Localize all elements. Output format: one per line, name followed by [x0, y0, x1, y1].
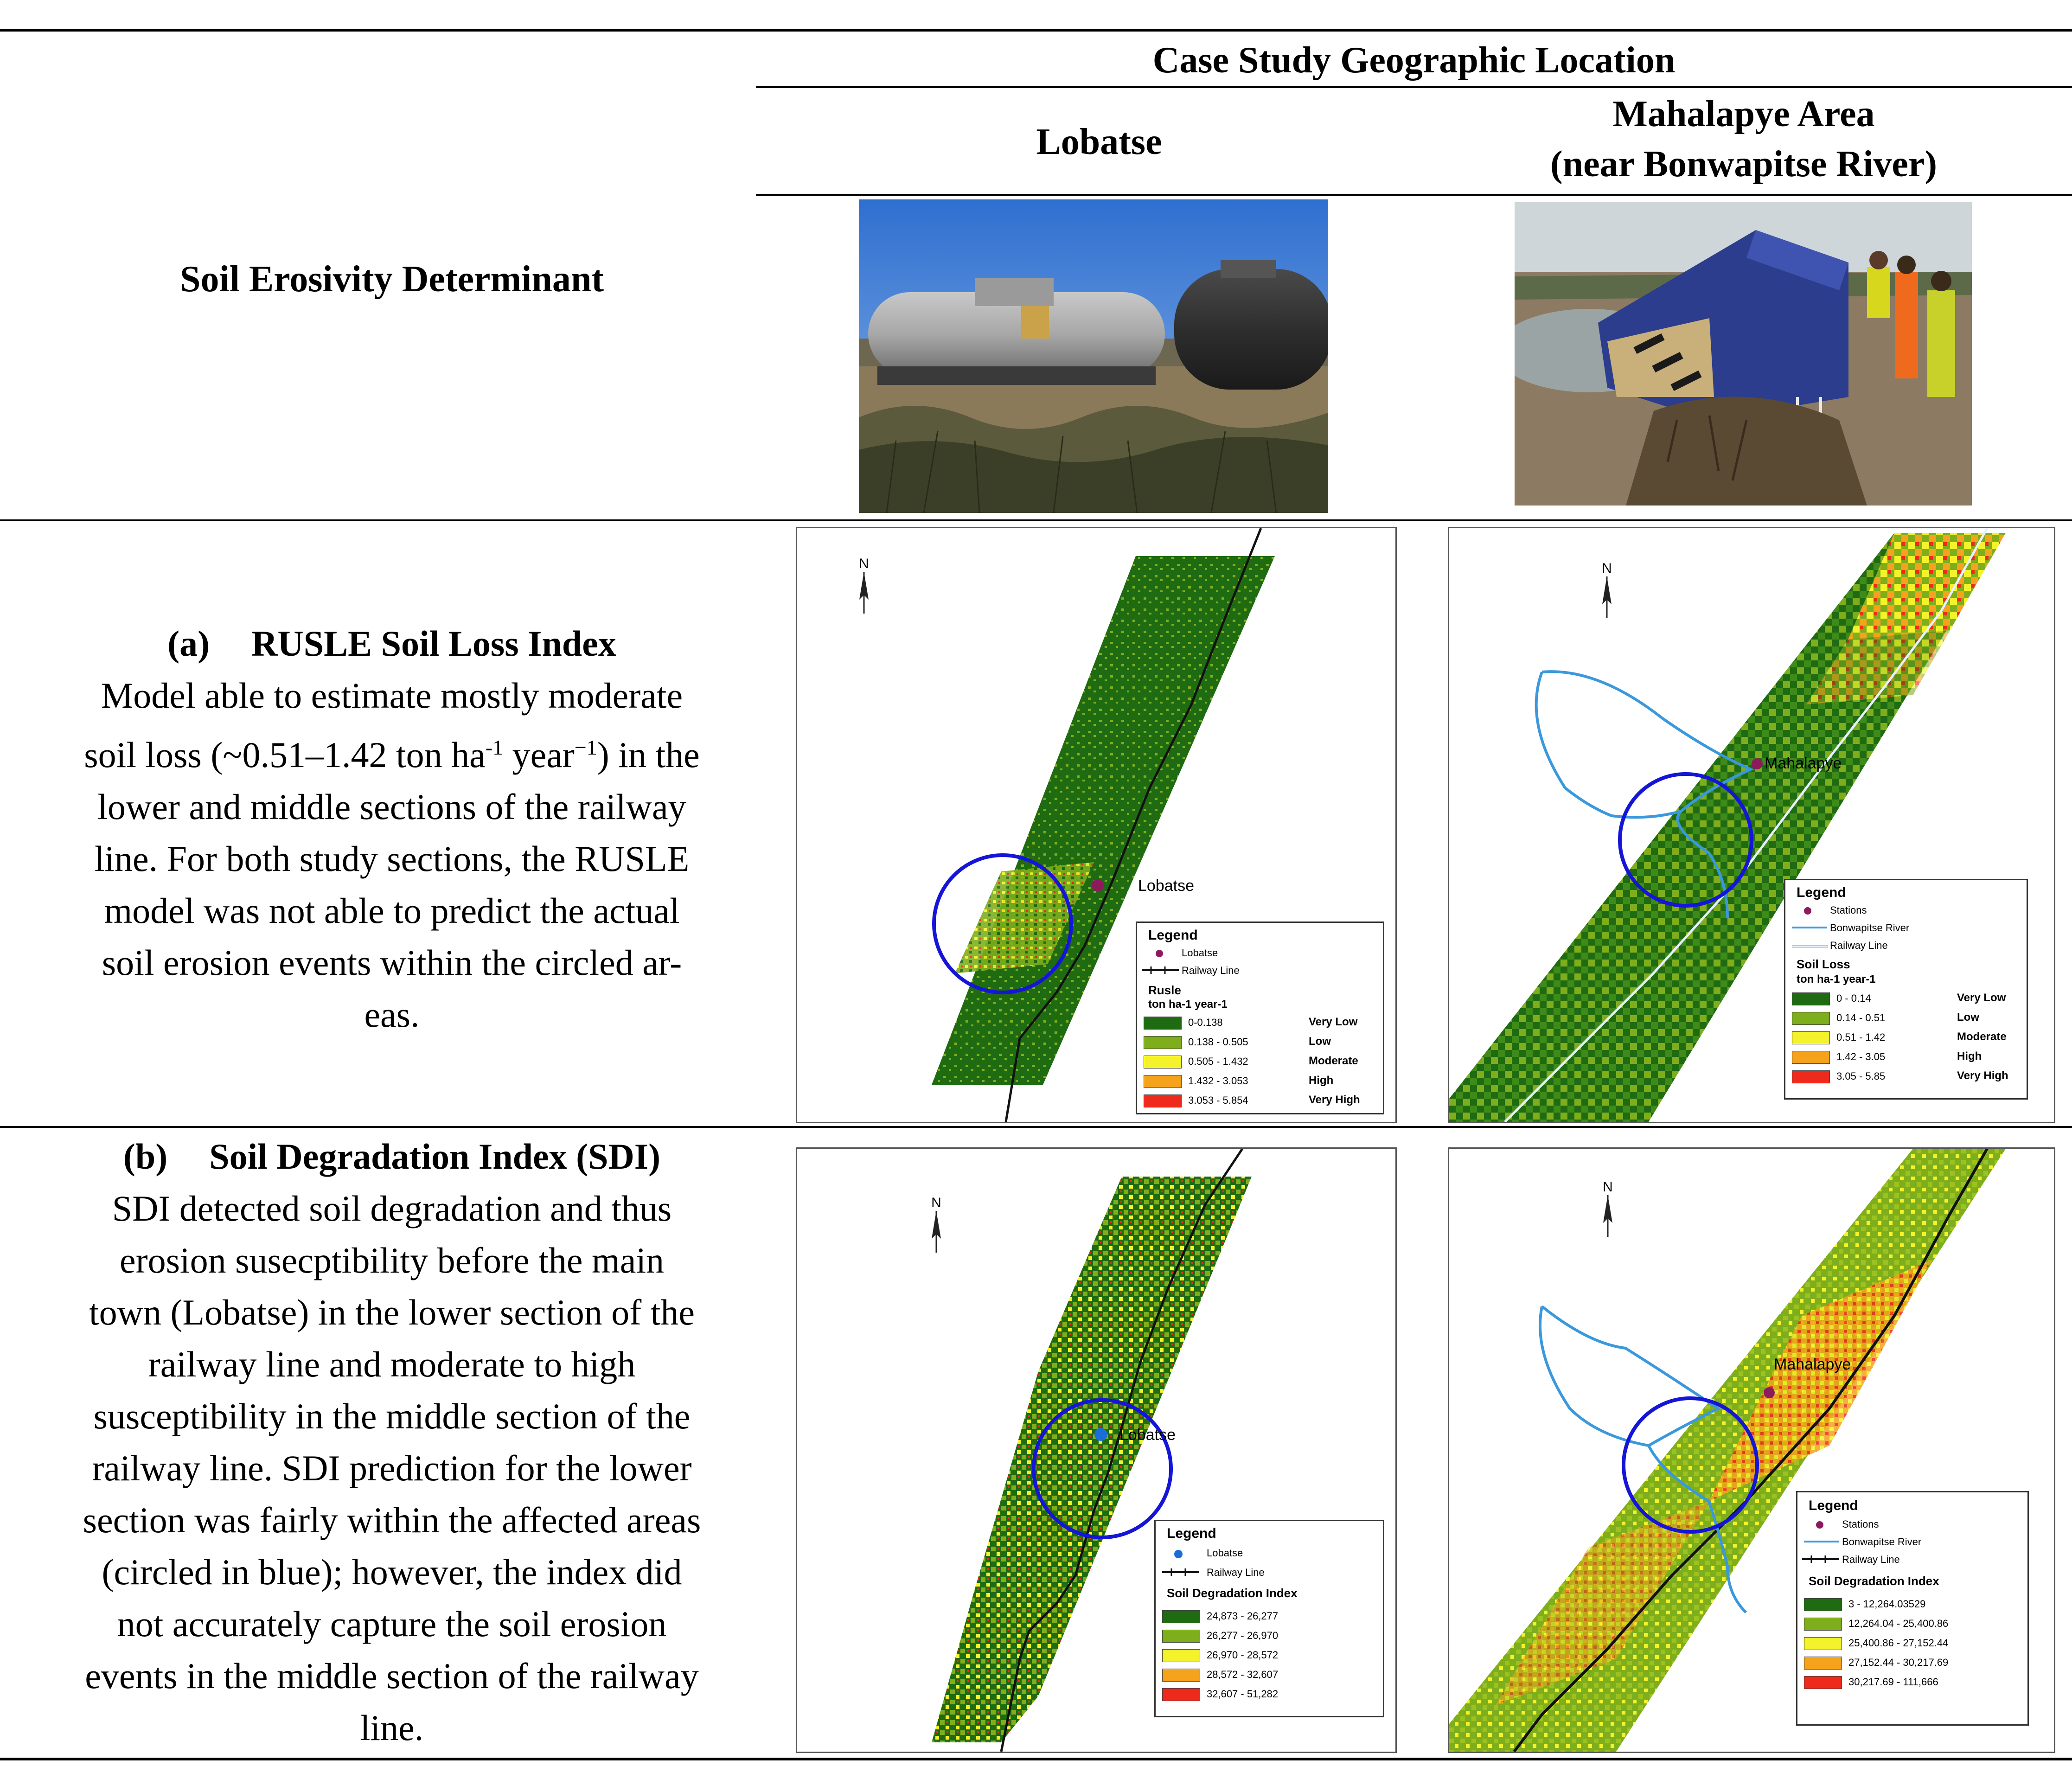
group-header: Case Study Geographic Location: [1152, 40, 1676, 81]
legend-rail-icon: [1142, 966, 1179, 975]
row-b-line-5: susceptibility in the middle section of the: [93, 1396, 691, 1436]
legend-range: 25,400.86 - 27,152.44: [1848, 1637, 1949, 1649]
legend-swatch: [1162, 1630, 1200, 1643]
legend-range: 3.05 - 5.85: [1836, 1070, 1886, 1082]
legend-range: 12,264.04 - 25,400.86: [1848, 1618, 1949, 1629]
legend-sub-title: Soil Loss: [1797, 957, 1850, 971]
legend-class-row: [1137, 1055, 1383, 1069]
legend-class-row: [1785, 1011, 2027, 1025]
legend-classes: [1137, 1016, 1383, 1113]
legend-rusle-mahalapye: [1784, 879, 2028, 1100]
legend-range: 3 - 12,264.03529: [1848, 1598, 1926, 1610]
row-b-line-9: not accurately capture the soil erosion: [117, 1604, 667, 1644]
row-a-line-5: model was not able to predict the actual: [104, 890, 680, 931]
legend-class-label: Very Low: [1309, 1016, 1358, 1028]
row-b-line-8: (circled in blue); however, the index did: [102, 1552, 682, 1592]
row-a-line-6: soil erosion events within the circled ar-: [102, 942, 682, 983]
legend-sdi-mahalapye: [1796, 1491, 2029, 1726]
legend-swatch: [1804, 1598, 1842, 1611]
map-place-label: Lobatse: [1119, 1426, 1176, 1444]
north-arrow-icon: [855, 572, 873, 614]
legend-swatch: [1804, 1657, 1842, 1670]
north-label: N: [931, 1195, 941, 1210]
row-a-label: (a): [167, 623, 210, 664]
map-rusle-mahalapye: [1448, 527, 2055, 1123]
legend-class-label: Low: [1309, 1035, 1331, 1048]
north-arrow-icon: [927, 1211, 946, 1253]
legend-swatch: [1804, 1618, 1842, 1631]
legend-range: 1.432 - 3.053: [1188, 1075, 1248, 1087]
row-b-label: (b): [123, 1136, 168, 1177]
legend-range: 0.51 - 1.42: [1836, 1031, 1886, 1043]
legend-title: Legend: [1809, 1498, 1858, 1513]
legend-range: 27,152.44 - 30,217.69: [1848, 1657, 1949, 1668]
legend-swatch: [1792, 1031, 1830, 1044]
row-b-title: [0, 1131, 784, 1183]
north-label: N: [859, 556, 869, 571]
legend-class-row: [1156, 1648, 1383, 1662]
row-a-description: [0, 670, 784, 1041]
legend-title: Legend: [1167, 1526, 1216, 1541]
legend-swatch: [1144, 1056, 1182, 1069]
legend-class-label: High: [1957, 1050, 1982, 1062]
legend-range: 1.42 - 3.05: [1836, 1051, 1886, 1062]
row-a-title-text: RUSLE Soil Loss Index: [251, 623, 616, 664]
legend-station-marker: [1156, 950, 1163, 957]
legend-swatch: [1162, 1669, 1200, 1682]
legend-range: 0.505 - 1.432: [1188, 1056, 1248, 1067]
row-a-line-4: line. For both study sections, the RUSLE: [94, 838, 690, 879]
legend-range: 0-0.138: [1188, 1017, 1223, 1028]
row-a-line-3: lower and middle sections of the railway: [97, 787, 686, 827]
legend-swatch: [1792, 1051, 1830, 1064]
legend-class-row: [1797, 1636, 2027, 1650]
legend-station-marker: [1174, 1550, 1183, 1558]
row-b-description: [0, 1183, 784, 1754]
map-rusle-lobatse: [796, 527, 1397, 1123]
row-b-line-4: railway line and moderate to high: [148, 1344, 636, 1384]
legend-swatch: [1162, 1688, 1200, 1701]
north-label: N: [1602, 561, 1612, 576]
legend-station-marker: [1804, 907, 1811, 915]
legend-item-rail: Railway Line: [1207, 1567, 1265, 1578]
legend-item-place: Lobatse: [1182, 947, 1218, 959]
legend-title: Legend: [1797, 885, 1846, 900]
legend-class-row: [1785, 1050, 2027, 1064]
legend-class-label: High: [1309, 1074, 1334, 1087]
map-sdi-lobatse: [796, 1147, 1397, 1753]
legend-range: 30,217.69 - 111,666: [1848, 1676, 1938, 1688]
table-bottom-rule: [0, 1758, 2072, 1760]
legend-class-label: Very Low: [1957, 992, 2006, 1004]
legend-title: Legend: [1148, 928, 1198, 943]
legend-item-place: Lobatse: [1207, 1547, 1243, 1559]
legend-swatch: [1144, 1036, 1182, 1049]
legend-classes: [1797, 1597, 2027, 1718]
legend-range: 32,607 - 51,282: [1207, 1688, 1279, 1700]
legend-swatch: [1162, 1610, 1200, 1623]
legend-swatch: [1792, 992, 1830, 1005]
column-header-mahalapye: [1405, 89, 2072, 189]
legend-class-label: Very High: [1309, 1094, 1360, 1106]
legend-class-row: [1137, 1035, 1383, 1049]
legend-range: 24,873 - 26,277: [1207, 1610, 1279, 1622]
legend-class-row: [1785, 992, 2027, 1005]
legend-sub-title: Soil Degradation Index: [1809, 1574, 1939, 1588]
photo-mahalapye-derailment: [1515, 202, 1972, 506]
legend-range: 26,970 - 28,572: [1207, 1649, 1279, 1661]
photo-lobatse-derailment: [859, 199, 1328, 513]
column-header-mahalapye-line1: Mahalapye Area: [1612, 94, 1875, 134]
row-b-line-10: events in the middle section of the railway: [85, 1656, 699, 1696]
row-a-line-7: eas.: [364, 994, 420, 1035]
legend-class-row: [1137, 1094, 1383, 1107]
legend-item-stations: Stations: [1830, 904, 1867, 916]
legend-swatch: [1792, 1070, 1830, 1083]
legend-swatch: [1804, 1676, 1842, 1689]
legend-classes: [1156, 1609, 1383, 1711]
row-b-line-3: town (Lobatse) in the lower section of the: [89, 1292, 695, 1332]
legend-river-icon: [1804, 1541, 1839, 1542]
north-arrow-icon: [1598, 576, 1616, 618]
north-arrow: [1599, 1179, 1617, 1239]
legend-class-row: [1797, 1675, 2027, 1689]
photo-mahalapye-illustration: [1515, 202, 1972, 506]
map-place-label: Lobatse: [1138, 877, 1194, 895]
header-bottom-rule: [0, 519, 2072, 521]
legend-item-stations: Stations: [1842, 1518, 1879, 1530]
legend-class-row: [1156, 1609, 1383, 1623]
legend-swatch: [1144, 1017, 1182, 1030]
legend-swatch: [1144, 1094, 1182, 1107]
row-header: Soil Erosivity Determinant: [179, 259, 604, 300]
legend-sub-unit: ton ha-1 year-1: [1148, 998, 1228, 1011]
legend-classes: [1785, 992, 2027, 1094]
row-b-line-11: line.: [360, 1708, 424, 1748]
legend-rail-icon: [1802, 1555, 1839, 1564]
north-arrow: [855, 556, 873, 616]
legend-class-row: [1785, 1030, 2027, 1044]
legend-class-row: [1785, 1069, 2027, 1083]
legend-class-row: [1156, 1687, 1383, 1701]
legend-item-river: Bonwapitse River: [1830, 922, 1910, 934]
legend-range: 0.138 - 0.505: [1188, 1036, 1248, 1048]
row-b-line-6: railway line. SDI prediction for the lower: [92, 1448, 692, 1488]
legend-swatch: [1162, 1649, 1200, 1662]
legend-class-label: Moderate: [1309, 1055, 1358, 1067]
legend-item-river: Bonwapitse River: [1842, 1536, 1922, 1548]
legend-class-row: [1797, 1656, 2027, 1670]
north-arrow-icon: [1599, 1195, 1617, 1237]
legend-class-row: [1797, 1617, 2027, 1631]
row-b-title-text: Soil Degradation Index (SDI): [209, 1136, 661, 1177]
legend-item-rail: Railway Line: [1182, 965, 1240, 976]
column-header-lobatse: Lobatse: [1036, 122, 1162, 162]
legend-sub-unit: ton ha-1 year-1: [1797, 973, 1876, 985]
legend-range: 28,572 - 32,607: [1207, 1669, 1279, 1680]
group-header-rule: [756, 86, 2072, 88]
row-b-line-7: section was fairly within the affected areas: [83, 1500, 701, 1540]
map-place-label: Mahalapye: [1774, 1356, 1851, 1373]
column-header-rule: [756, 194, 2072, 196]
legend-sub-title: Rusle: [1148, 983, 1181, 997]
north-label: N: [1603, 1179, 1613, 1195]
legend-class-row: [1137, 1074, 1383, 1088]
legend-sdi-lobatse: [1154, 1520, 1384, 1717]
legend-class-label: Low: [1957, 1011, 1979, 1024]
legend-range: 0.14 - 0.51: [1836, 1012, 1886, 1024]
north-arrow: [1598, 561, 1616, 621]
row-a-title: [0, 618, 784, 670]
legend-rusle-lobatse: [1136, 921, 1384, 1114]
legend-swatch: [1804, 1637, 1842, 1650]
legend-class-row: [1156, 1668, 1383, 1682]
legend-item-rail: Railway Line: [1842, 1554, 1900, 1565]
row-a-bottom-rule: [0, 1126, 2072, 1128]
legend-river-icon: [1792, 927, 1827, 928]
legend-range: 0 - 0.14: [1836, 992, 1871, 1004]
north-arrow: [927, 1195, 946, 1255]
legend-rail-icon: [1792, 945, 1828, 948]
legend-item-rail: Railway Line: [1830, 940, 1888, 951]
legend-station-marker: [1816, 1521, 1823, 1529]
map-sdi-mahalapye: [1448, 1147, 2055, 1753]
row-a-line-1: Model able to estimate mostly moderate: [101, 675, 683, 716]
row-a-line-2: soil loss (~0.51–1.42 ton $ha^{-1}$ year$^{-1}$) in the: [84, 735, 700, 775]
legend-range: 3.053 - 5.854: [1188, 1094, 1248, 1106]
map-place-label: Mahalapye: [1765, 755, 1842, 772]
table-top-rule: [0, 29, 2072, 32]
legend-class-row: [1797, 1597, 2027, 1611]
photo-lobatse-illustration: [859, 199, 1328, 513]
row-b-line-2: erosion susecptibility before the main: [119, 1240, 665, 1280]
legend-range: 26,277 - 26,970: [1207, 1630, 1279, 1641]
legend-rail-icon: [1162, 1568, 1199, 1577]
column-header-mahalapye-line2: (near Bonwapitse River): [1550, 144, 1937, 185]
legend-sub-title: Soil Degradation Index: [1167, 1586, 1298, 1600]
legend-swatch: [1792, 1012, 1830, 1025]
legend-class-row: [1156, 1629, 1383, 1643]
legend-swatch: [1144, 1075, 1182, 1088]
legend-class-label: Moderate: [1957, 1030, 2007, 1043]
row-b-line-1: SDI detected soil degradation and thus: [112, 1188, 672, 1229]
legend-class-row: [1137, 1016, 1383, 1030]
legend-class-label: Very High: [1957, 1069, 2008, 1082]
